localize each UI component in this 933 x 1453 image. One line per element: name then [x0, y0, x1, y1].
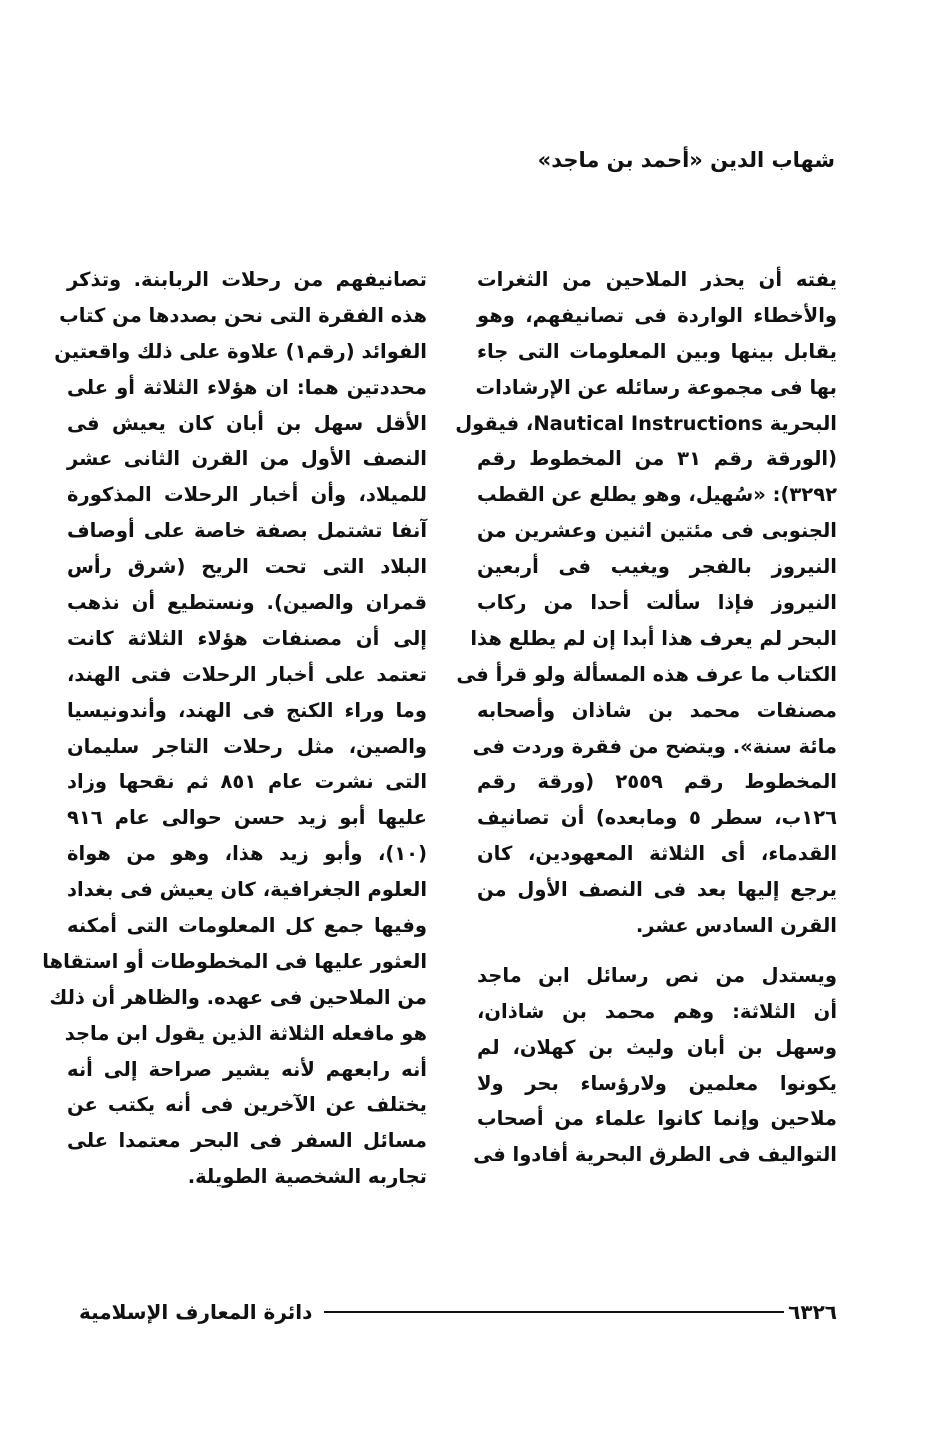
text-line: الكتاب ما عرف هذه المسألة ولو قرأ فى — [456, 662, 837, 686]
text-line: المخطوط رقم ٢٥٥٩ (ورقة رقم — [477, 770, 837, 794]
text-line: التى نشرت عام ٨٥١ ثم نقحها وزاد — [67, 770, 428, 794]
text-line: يكونوا معلمين ولارؤساء بحر ولا — [477, 1071, 837, 1095]
left-text-column — [42, 262, 428, 1195]
text-line: يرجع إليها بعد فى النصف الأول من — [477, 878, 837, 902]
text-line: (١٠)، وأبو زيد هذا، وهو من هواة — [67, 842, 427, 866]
publication-title: دائرة المعارف الإسلامية — [79, 1300, 313, 1324]
text-line: القدماء، أى الثلاثة المعهودين، كان — [477, 842, 837, 866]
text-line: يختلف عن الآخرين فى أنه يكتب عن — [67, 1093, 427, 1117]
text-line: قمران والصين). ونستطيع أن نذهب — [67, 591, 427, 615]
text-line: للميلاد، وأن أخبار الرحلات المذكورة — [67, 483, 427, 507]
paragraph-gap — [477, 944, 837, 958]
text-line: وفيها جمع كل المعلومات التى أمكنه — [67, 914, 427, 938]
text-line: هو مافعله الثلاثة الذين يقول ابن ماجد — [64, 1021, 427, 1045]
text-line: والصين، مثل رحلات التاجر سليمان — [67, 734, 427, 758]
text-line: العثور عليها فى المخطوطات أو استقاها — [42, 949, 427, 973]
text-line: الفوائد (رقم١) علاوة على ذلك واقعتين — [54, 339, 427, 363]
text-line: العلوم الجغرافية، كان يعيش فى بغداد — [67, 878, 427, 902]
text-line: يفته أن يحذر الملاحين من الثغرات — [477, 268, 837, 291]
text-line: بها فى مجموعة رسائله عن الإرشادات — [475, 375, 837, 399]
text-line: يقابل بينها وبين المعلومات التى جاء — [477, 339, 837, 363]
text-line: عليها أبو زيد حسن حوالى عام ٩١٦ — [67, 806, 427, 830]
text-line: مائة سنة». ويتضح من فقرة وردت فى — [472, 734, 837, 758]
text-line: أنه رابعهم لأنه يشير صراحة إلى أنه — [67, 1057, 427, 1081]
text-line: (الورقة رقم ٣١ من المخطوط رقم — [477, 447, 837, 471]
text-line: الجنوبى فى مئتين اثنين وعشرين من — [477, 519, 837, 543]
text-line: والأخطاء الواردة فى تصانيفهم، وهو — [477, 303, 837, 327]
text-line: النيروز فإذا سألت أحدا من ركاب — [477, 591, 837, 615]
text-line: تصانيفهم من رحلات الربابنة. وتذكر — [67, 268, 427, 291]
page-number: ٦٣٢٦ — [788, 1300, 837, 1324]
text-line: ويستدل من نص رسائل ابن ماجد — [477, 963, 837, 987]
footer-rule — [324, 1311, 784, 1313]
text-line: هذه الفقرة التى نحن بصددها من كتاب — [59, 303, 427, 327]
text-line: ١٢٦ب، سطر ٥ ومابعده) أن تصانيف — [477, 806, 838, 830]
text-line: من الملاحين فى عهده. والظاهر أن ذلك — [49, 985, 427, 1009]
text-line: النصف الأول من القرن الثانى عشر — [67, 447, 427, 471]
text-line: البحر لم يعرف هذا أبدا إن لم يطلع هذا — [470, 626, 837, 650]
text-line: تعتمد على أخبار الرحلات فتى الهند، — [67, 662, 427, 686]
text-line: أن الثلاثة: وهم محمد بن شاذان، — [477, 999, 837, 1023]
text-line: مسائل السفر فى البحر معتمدا على — [67, 1129, 427, 1153]
text-line: آنفا تشتمل بصفة خاصة على أوصاف — [67, 519, 427, 543]
text-line: التواليف فى الطرق البحرية أفادوا فى — [473, 1143, 837, 1167]
text-line: النيروز بالفجر ويغيب فى أربعين — [477, 555, 837, 579]
text-line: ٣٢٩٢): «سُهيل، وهو يطلع عن القطب — [477, 483, 837, 507]
text-line: البلاد التى تحت الريح (شرق رأس — [67, 555, 427, 579]
text-line: تجاربه الشخصية الطويلة. — [187, 1165, 427, 1189]
page-footer — [79, 1296, 837, 1328]
text-line: محددتين هما: ان هؤلاء الثلاثة أو على — [67, 375, 427, 399]
text-line: الأقل سهل بن أبان كان يعيش فى — [67, 411, 427, 435]
right-text-column — [455, 262, 838, 1173]
text-line: وسهل بن أبان وليث بن كهلان، لم — [477, 1035, 837, 1059]
running-header: شهاب الدين «أحمد بن ماجد» — [537, 148, 835, 172]
text-line: وما وراء الكنج فى الهند، وأندونيسيا — [67, 698, 427, 722]
text-line: القرن السادس عشر. — [635, 914, 837, 938]
text-line: مصنفات محمد بن شاذان وأصحابه — [477, 698, 837, 722]
text-line: البحرية Nautical Instructions، فيقول — [455, 411, 837, 435]
text-line: إلى أن مصنفات هؤلاء الثلاثة كانت — [67, 626, 427, 650]
text-line: ملاحين وإنما كانوا علماء من أصحاب — [477, 1107, 837, 1131]
